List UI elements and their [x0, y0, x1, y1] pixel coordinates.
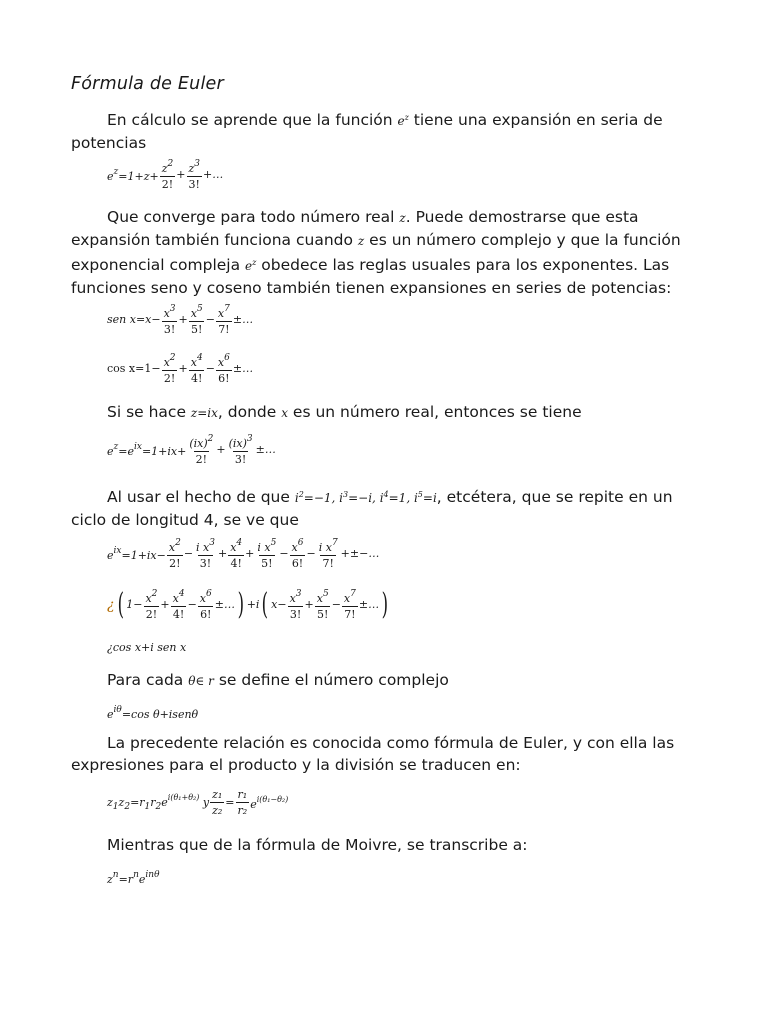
equation-euler-formula: $e^{i\theta}=\cos$ θ+isenθ	[107, 705, 199, 721]
equation-product-division: $z_1z_2=r_1r_2e^{i(\theta_1+\theta_2)}$ y $\frac{\text{z₁}}{\text{z₂}}$ = $\frac{\text{r₁}}{\text{r₂}}$ $e^{i(\theta_1-\theta_2)}$	[107, 788, 289, 817]
paragraph-powers-of-i: Al usar el hecho de que $i^2=-1$, $i^3=-i$, $i^4=1$, $i^5=i$, etcétera, que se repite en un ciclo de longitud 4, se ve que	[71, 488, 673, 529]
equation-eix-series: $e^z=e^{ix}=1+ix+$ $\frac{(ix)^2}{2!}$ + $\frac{(ix)^3}{3!}$ ±…	[107, 434, 276, 466]
paragraph-substitution: Si se hace z=ix, donde x es un número real, entonces se tiene	[107, 403, 582, 421]
paragraph-product-division: La precedente relación es conocida como fórmula de Euler, y con ella las expresiones para el producto y la división se traducen en:	[71, 734, 675, 774]
equation-cos-isin: ¿cos x+i sen x	[107, 641, 187, 654]
paragraph-moivre: Mientras que de la fórmula de Moivre, se transcribe a:	[107, 836, 528, 854]
equation-eix-expanded: $e^{ix}=1+ix-$ $\frac{x^2}{2!}$ − $\frac{i x^3}{3!}$ + $\frac{x^4}{4!}$ + $\frac{i x^5}{5!}$ − $\frac{x^6}{6!}$ − $\frac{i x^7}{7!}$ +±−…	[107, 538, 380, 570]
equation-moivre: $z^n=r^ne^{in\theta}$	[107, 870, 160, 886]
paragraph-convergence: Que converge para todo número real z. Puede demostrarse que esta expansión también funciona cuando z es un número complejo y que la función exponencial compleja $e^z$ obedece las reglas usuales para los exponentes. Las funciones seno y coseno también tienen expansiones en series de potencias:	[71, 208, 681, 297]
page-title: Fórmula de Euler	[71, 74, 224, 94]
text: tiene una expansión en seria de potencias	[71, 111, 663, 152]
text: En cálculo se aprende que la función	[107, 111, 398, 129]
paragraph-theta-def: Para cada θ∈ r se define el número complejo	[107, 671, 449, 689]
equation-cos-series: cos x=1− $\frac{x^2}{2!}$ + $\frac{x^4}{4!}$ − $\frac{x^6}{6!}$ ±…	[107, 353, 254, 385]
paragraph-intro	[71, 107, 683, 154]
equation-grouped: ¿ ( 1− $\frac{x^2}{2!}$ + $\frac{x^4}{4!}$ − $\frac{x^6}{6!}$ ±… ) +i ( x− $\frac{x^3}{3!}$ + $\frac{x^5}{5!}$ − $\frac{x^7}{7!}$ ±… )	[107, 586, 389, 622]
equation-sin-series: sen x=x− $\frac{x^3}{3!}$ + $\frac{x^5}{5!}$ − $\frac{x^7}{7!}$ ±…	[107, 304, 254, 336]
math-inline-ez: $e^z$	[397, 113, 409, 128]
equation-exp-series: $e^z=1+z+$ $\frac{z^2}{2!}$ + $\frac{z^3}{3!}$ +…	[107, 159, 224, 191]
